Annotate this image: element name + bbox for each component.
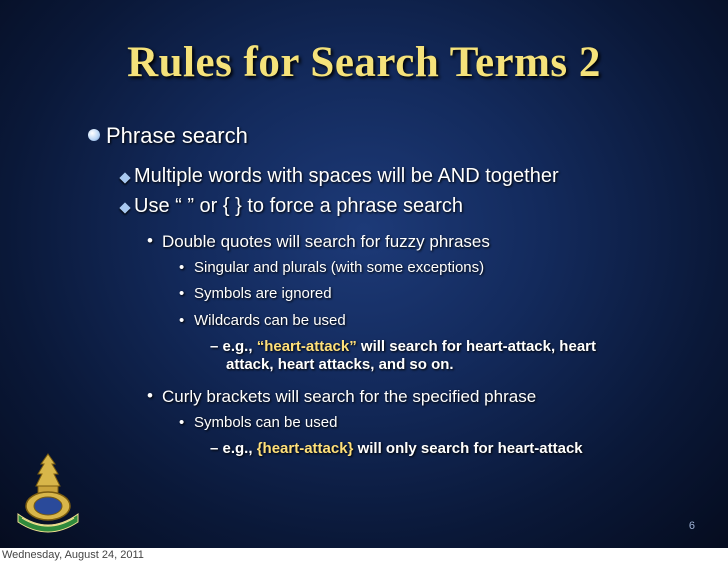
slide-title: Rules for Search Terms 2: [127, 39, 601, 86]
diamond-bullet-icon: [119, 172, 130, 183]
bullet-use-quotes: Use “ ” or { } to force a phrase search: [134, 195, 464, 217]
diamond-bullet-icon: [119, 202, 130, 213]
example-heart-attack-quotes: [210, 338, 596, 355]
university-seal-icon: [8, 450, 88, 536]
dot-bullet-icon: •: [179, 285, 185, 302]
bullet-wildcards: Wildcards can be used: [194, 312, 346, 329]
dot-bullet-icon: •: [147, 386, 153, 405]
dot-bullet-icon: •: [179, 312, 185, 329]
bullet-symbols-used: Symbols can be used: [194, 414, 338, 431]
bullet-multiple-words: Multiple words with spaces will be AND together: [134, 165, 559, 187]
example-prefix: – e.g.,: [210, 440, 257, 457]
page-number: 6: [688, 520, 695, 532]
bullet-symbols-ignored: Symbols are ignored: [194, 285, 332, 302]
dot-bullet-icon: •: [179, 414, 185, 431]
dot-bullet-icon: •: [179, 259, 185, 276]
bullet-singular-plurals: Singular and plurals (with some exceptions): [194, 259, 485, 276]
bullet-icon: [88, 129, 100, 141]
bullet-curly-brackets: Curly brackets will search for the specified phrase: [162, 387, 537, 406]
footer-date: Wednesday, August 24, 2011: [2, 549, 144, 561]
dot-bullet-icon: •: [147, 231, 153, 250]
bullet-double-quotes: Double quotes will search for fuzzy phrases: [162, 232, 490, 251]
example-heart-attack-curly: [210, 440, 583, 457]
example-rest: will search for heart-attack, heart: [356, 338, 596, 355]
example-highlight: {heart-attack}: [256, 440, 354, 457]
example-highlight: “heart-attack”: [256, 338, 357, 355]
example-rest: will only search for heart-attack: [353, 440, 583, 457]
example-prefix: – e.g.,: [210, 338, 257, 355]
bullet-phrase-search: Phrase search: [106, 123, 248, 148]
example-continuation: attack, heart attacks, and so on.: [226, 356, 454, 373]
